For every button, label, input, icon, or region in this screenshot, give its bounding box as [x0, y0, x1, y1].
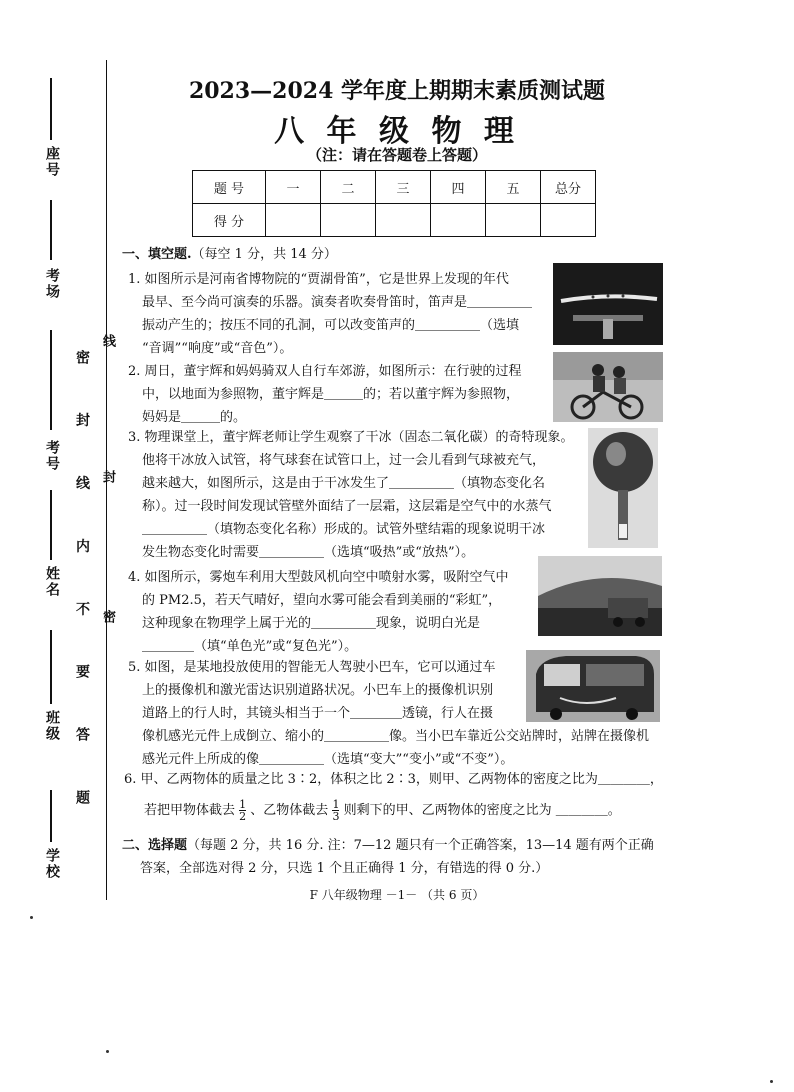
room-underline	[50, 200, 52, 260]
minibus-photo	[526, 650, 660, 722]
question-line: 称）。过一段时间发现试管壁外面结了一层霜，这层霜是空气中的水蒸气	[142, 499, 552, 514]
question-4	[128, 566, 538, 658]
question-line-fractions	[124, 799, 664, 822]
class-underline	[50, 630, 52, 704]
no-answer-notice: 密 封 线 内 不 要 答 题	[74, 350, 90, 827]
fog-cannon-truck-icon	[538, 556, 662, 636]
fraction-denominator: 2	[239, 810, 247, 823]
seal-char-seal: 封	[100, 470, 115, 485]
question-line: 妈妈是＿＿＿的。	[142, 410, 247, 425]
subject-title: 八 年 级 物 理	[274, 114, 520, 149]
table-cell: 五	[486, 171, 541, 204]
section1-title: 一、填空题.	[122, 247, 192, 262]
question-3	[128, 426, 588, 564]
seat-label: 座号	[44, 146, 60, 178]
score-cell	[486, 204, 541, 237]
question-line: 上的摄像机和激光雷达识别道路状况。小巴车上的摄像机识别	[142, 683, 494, 698]
table-cell: 二	[321, 171, 376, 204]
class-label: 班级	[44, 710, 60, 742]
fog-cannon-photo	[538, 556, 662, 636]
table-cell: 得 分	[193, 204, 266, 237]
question-line: 他将干冰放入试管，将气球套在试管口上，过一会儿看到气球被充气，	[142, 453, 546, 468]
balloon-test-tube-icon	[588, 428, 658, 548]
tandem-bicycle-icon	[553, 352, 663, 422]
name-underline	[50, 490, 52, 560]
bone-flute-photo	[553, 263, 663, 345]
room-label: 考场	[44, 268, 60, 300]
score-cell	[431, 204, 486, 237]
scan-speck	[106, 1050, 109, 1053]
bone-flute-icon	[553, 263, 663, 345]
question-line: 1. 如图所示是河南省博物院的“贾湖骨笛”，它是世界上发现的年代	[128, 272, 509, 287]
fraction-numerator: 1	[239, 798, 247, 811]
score-cell	[266, 204, 321, 237]
section1-points: （每空 1 分，共 14 分）	[191, 247, 337, 262]
section1-heading	[122, 243, 337, 266]
table-cell: 题 号	[193, 171, 266, 204]
text-fragment: 则剩下的甲、乙两物体的密度之比为 ＿＿＿＿。	[343, 803, 621, 818]
question-line: 5. 如图，是某地投放使用的智能无人驾驶小巴车，它可以通过车	[128, 660, 496, 675]
autonomous-minibus-icon	[526, 650, 660, 722]
seal-char-line: 线	[100, 334, 115, 349]
fraction-numerator: 1	[332, 798, 340, 811]
question-line: 像机感光元件上成倒立、缩小的＿＿＿＿＿像。当小巴车靠近公交站牌时，站牌在摄像机	[142, 729, 650, 744]
question-line: “音调”“响度”或“音色”）。	[142, 341, 293, 356]
question-6	[124, 768, 664, 822]
section2-heading	[122, 834, 662, 857]
question-2	[128, 360, 538, 429]
question-line: 2. 周日，董宇辉和妈妈骑双人自行车郊游，如图所示：在行驶的过程	[128, 364, 522, 379]
exam-title: 2023—2024 学年度上期期末素质测试题	[188, 78, 606, 104]
table-cell: 四	[431, 171, 486, 204]
question-line: 发生物态变化时需要＿＿＿＿＿（选填“吸热”或“放热”）。	[142, 545, 475, 560]
question-line: 越来越大，如图所示，这是由于干冰发生了＿＿＿＿＿（填物态变化名	[142, 476, 546, 491]
school-label: 学校	[44, 848, 60, 880]
fraction-denominator: 3	[332, 810, 340, 823]
section2-title: 二、选择题	[122, 838, 188, 853]
question-line: 中，以地面为参照物，董宇辉是＿＿＿的；若以董宇辉为参照物，	[142, 387, 520, 402]
question-line: 振动产生的；按压不同的孔洞，可以改变笛声的＿＿＿＿＿（选填	[142, 318, 520, 333]
score-table	[192, 170, 596, 237]
question-line: 6. 甲、乙两物体的质量之比 3∶2，体积之比 2∶3，则甲、乙两物体的密度之比为＿＿＿＿，	[124, 772, 663, 787]
fraction-one-third	[332, 799, 339, 822]
question-line: ＿＿＿＿（填“单色光”或“复色光”）。	[142, 639, 358, 654]
question-line: ＿＿＿＿＿（填物态变化名称）形成的。试管外壁结霜的现象说明干冰	[142, 522, 546, 537]
text-fragment: 、乙物体截去	[250, 803, 329, 818]
table-cell: 三	[376, 171, 431, 204]
question-1	[128, 268, 538, 360]
question-line: 道路上的行人时，其镜头相当于一个＿＿＿＿透镜，行人在摄	[142, 706, 494, 721]
text-fragment: 若把甲物体截去	[144, 803, 236, 818]
bicycle-photo	[553, 352, 663, 422]
page-footer: F 八年级物理 －1－ （共 6 页）	[309, 888, 485, 902]
scan-speck	[30, 916, 33, 919]
seal-char-dense: 密	[100, 610, 115, 625]
question-line: 4. 如图所示，雾炮车利用大型鼓风机向空中喷射水雾，吸附空气中	[128, 570, 509, 585]
question-line: 3. 物理课堂上，董宇辉老师让学生观察了干冰（固态二氧化碳）的奇特现象。	[128, 430, 574, 445]
table-cell: 总分	[541, 171, 596, 204]
school-underline	[50, 790, 52, 842]
score-table-header-row	[193, 171, 596, 204]
fraction-one-half	[239, 799, 246, 822]
question-line: 的 PM2.5，若天气晴好，望向水雾可能会看到美丽的“彩虹”，	[142, 593, 502, 608]
score-table-score-row	[193, 204, 596, 237]
section2-line2: 答案，全部选对得 2 分，只选 1 个且正确得 1 分，有错选的得 0 分.）	[140, 861, 549, 876]
scan-speck	[770, 1080, 773, 1083]
section2-line1: （每题 2 分，共 16 分. 注：7—12 题只有一个正确答案，13—14 题有两个正确	[187, 838, 654, 853]
question-line: 这种现象在物理学上属于光的＿＿＿＿＿现象，说明白光是	[142, 616, 481, 631]
table-cell: 一	[266, 171, 321, 204]
question-line: 最早、至今尚可演奏的乐器。演奏者吹奏骨笛时，笛声是＿＿＿＿＿	[142, 295, 533, 310]
score-cell	[321, 204, 376, 237]
score-cell	[541, 204, 596, 237]
answer-note: （注：请在答题卷上答题）	[306, 146, 487, 164]
question-line: 感光元件上所成的像＿＿＿＿＿（选填“变大”“变小”或“不变”）。	[142, 752, 514, 767]
score-cell	[376, 204, 431, 237]
dry-ice-photo	[588, 428, 658, 548]
exam-no-label: 考号	[44, 440, 60, 472]
exam-no-underline	[50, 330, 52, 430]
name-label: 姓名	[44, 566, 60, 598]
